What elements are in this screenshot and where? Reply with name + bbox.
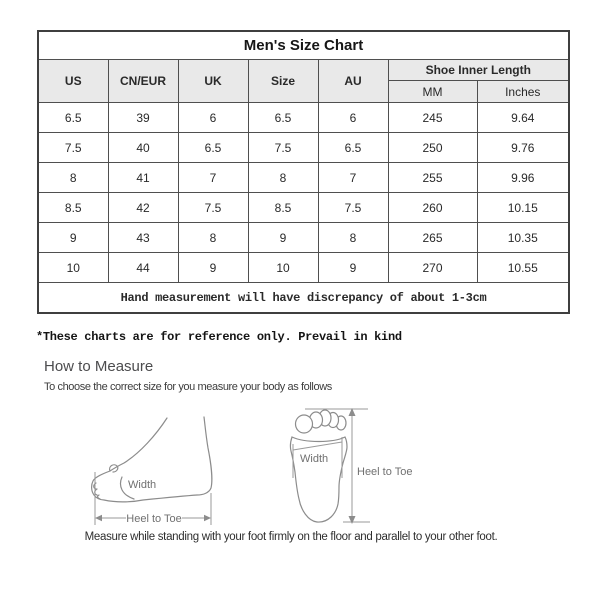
foot-sole-view-diagram	[283, 403, 448, 533]
arrow-left-head-icon	[95, 515, 102, 521]
size-cell: 9	[38, 223, 108, 253]
reference-note: *These charts are for reference only. Prevail in kind	[36, 330, 402, 344]
arrow-down-head-icon	[349, 516, 356, 524]
size-cell: 9.64	[477, 103, 569, 133]
col-header-uk: UK	[178, 60, 248, 103]
size-cell: 10.55	[477, 253, 569, 283]
arrow-right-head-icon	[204, 515, 211, 521]
col-header-shoe-inner-length: Shoe Inner Length	[388, 60, 569, 81]
size-cell: 6	[178, 103, 248, 133]
table-row	[38, 103, 569, 133]
table-title: Men's Size Chart	[38, 31, 569, 60]
table-title-row	[38, 31, 569, 60]
size-cell: 6.5	[318, 133, 388, 163]
size-cell: 8	[318, 223, 388, 253]
size-cell: 7.5	[248, 133, 318, 163]
size-cell: 41	[108, 163, 178, 193]
size-cell: 7.5	[318, 193, 388, 223]
table-row	[38, 223, 569, 253]
size-cell: 8.5	[38, 193, 108, 223]
size-cell: 6.5	[178, 133, 248, 163]
table-header-row	[38, 60, 569, 81]
how-to-measure-intro: To choose the correct size for you measure your body as follows	[44, 381, 332, 393]
size-cell: 10.15	[477, 193, 569, 223]
size-cell: 250	[388, 133, 477, 163]
size-chart-table	[37, 30, 570, 314]
col-header-cn-eur: CN/EUR	[108, 60, 178, 103]
size-cell: 6.5	[248, 103, 318, 133]
col-header-mm: MM	[388, 81, 477, 103]
how-to-measure-heading: How to Measure	[44, 358, 154, 375]
col-header-au: AU	[318, 60, 388, 103]
size-cell: 10.35	[477, 223, 569, 253]
foot-side-view-diagram	[88, 403, 223, 533]
size-cell: 265	[388, 223, 477, 253]
size-cell: 40	[108, 133, 178, 163]
size-cell: 44	[108, 253, 178, 283]
table-footnote: Hand measurement will have discrepancy of about 1-3cm	[38, 283, 569, 314]
table-row	[38, 163, 569, 193]
size-cell: 8	[178, 223, 248, 253]
table-footnote-row	[38, 283, 569, 314]
size-cell: 9	[318, 253, 388, 283]
table-row	[38, 193, 569, 223]
sole-heel-to-toe-label: Heel to Toe	[357, 466, 413, 478]
size-cell: 8	[38, 163, 108, 193]
sole-width-label: Width	[300, 453, 329, 465]
size-cell: 8	[248, 163, 318, 193]
toe-big	[296, 415, 313, 433]
size-cell: 6.5	[38, 103, 108, 133]
size-cell: 39	[108, 103, 178, 133]
side-width-label: Width	[128, 479, 157, 491]
size-cell: 7.5	[178, 193, 248, 223]
table-row	[38, 133, 569, 163]
sole-outline	[290, 437, 347, 522]
size-cell: 10	[248, 253, 318, 283]
table-row	[38, 253, 569, 283]
size-cell: 255	[388, 163, 477, 193]
col-header-size: Size	[248, 60, 318, 103]
size-cell: 7	[178, 163, 248, 193]
size-cell: 42	[108, 193, 178, 223]
size-cell: 7.5	[38, 133, 108, 163]
side-heel-to-toe-label: Heel to Toe	[126, 513, 182, 525]
size-cell: 9	[248, 223, 318, 253]
size-cell: 9.96	[477, 163, 569, 193]
size-cell: 43	[108, 223, 178, 253]
size-cell: 9	[178, 253, 248, 283]
size-cell: 6	[318, 103, 388, 133]
col-header-us: US	[38, 60, 108, 103]
size-cell: 245	[388, 103, 477, 133]
size-cell: 10	[38, 253, 108, 283]
measure-caption: Measure while standing with your foot firmly on the floor and parallel to your other foot.	[84, 531, 498, 543]
size-cell: 270	[388, 253, 477, 283]
size-cell: 7	[318, 163, 388, 193]
size-cell: 260	[388, 193, 477, 223]
size-cell: 8.5	[248, 193, 318, 223]
col-header-inches: Inches	[477, 81, 569, 103]
size-cell: 9.76	[477, 133, 569, 163]
